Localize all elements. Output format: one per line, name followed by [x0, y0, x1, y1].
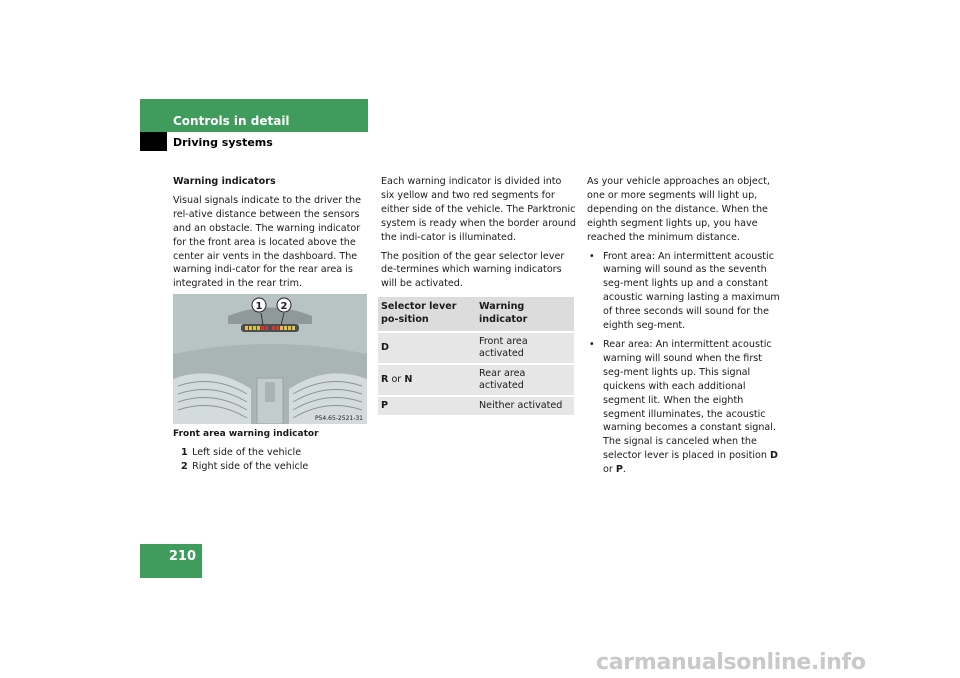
legend-item — [181, 446, 308, 460]
table-cell-position: R or N — [378, 365, 476, 395]
warning-indicators-heading: Warning indicators — [173, 176, 276, 187]
column-3 — [587, 175, 783, 482]
bullet-icon: • — [589, 338, 595, 350]
callout-2-label: 2 — [280, 301, 288, 312]
legend-number: 2 — [181, 461, 188, 472]
position-d: D — [770, 450, 778, 462]
table-cell-indicator: Neither activated — [476, 397, 574, 415]
list-item — [587, 250, 783, 333]
selector-table — [378, 295, 574, 417]
position-p: P — [615, 464, 623, 476]
front-area-text: Front area: An intermittent acoustic warning will sound as the seventh seg-ment lights up and a constant acoustic warning lasting a maximum of three seconds will sound for the eighth seg-ment. — [603, 250, 780, 332]
dashboard-photo — [173, 294, 367, 424]
acoustic-warning-list — [587, 250, 783, 478]
image-code: P54.65-2521-31 — [314, 415, 363, 422]
rear-area-text: Rear area: An intermittent acoustic warning will sound when the first seg-ment lights up. This signal quickens with each additional segment lit. When the eighth segment illuminates, the acoustic warning becomes a constant signal. The signal is canceled when the selector lever is placed in position — [603, 338, 777, 462]
table-header-row — [378, 297, 574, 331]
segments-paragraph: Each warning indicator is divided into six yellow and two red segments for either side of the vehicle. The Parktronic system is ready when the border around the indi-cator is illuminated. — [381, 176, 576, 243]
section-title: Controls in detail — [173, 114, 290, 128]
figure-caption: Front area warning indicator — [173, 429, 319, 439]
table-cell-position: P — [378, 397, 476, 415]
table-cell-indicator: Front area activated — [476, 333, 574, 363]
table-row — [378, 333, 574, 363]
callout-1-label: 1 — [255, 301, 263, 312]
page-number: 210 — [140, 544, 202, 578]
table-cell-indicator: Rear area activated — [476, 365, 574, 395]
table-row — [378, 397, 574, 415]
legend-item — [181, 460, 308, 474]
table-row — [378, 365, 574, 395]
legend-text: Right side of the vehicle — [192, 461, 309, 472]
legend-number: 1 — [181, 447, 188, 458]
table-cell-position: D — [378, 333, 476, 363]
table-header-position: Selector lever po-sition — [378, 297, 476, 331]
dashboard-illustration — [173, 294, 367, 424]
watermark: carmanualsonline.info — [596, 650, 866, 675]
subsection-title: Driving systems — [173, 136, 273, 149]
selector-paragraph: The position of the gear selector lever de-termines which warning indicators will be activated. — [381, 250, 565, 290]
legend-text: Left side of the vehicle — [192, 447, 302, 458]
column-1 — [173, 175, 373, 296]
column-2 — [381, 175, 577, 296]
end-period: . — [622, 464, 626, 476]
approach-paragraph: As your vehicle approaches an object, one or more segments will light up, depending on the distance. When the eighth segment lights up, you have reached the minimum distance. — [587, 176, 770, 243]
figure-legend — [181, 446, 308, 474]
header-marker — [140, 132, 167, 151]
warning-indicators-paragraph: Visual signals indicate to the driver the rel-ative distance between the sensors and an obstacle. The warning indicator for the front area is located above the center air vents in the dashboard. The warning indi-cator for the rear area is integrated in the rear trim. — [173, 194, 361, 290]
or-text: or — [603, 464, 616, 476]
table-header-indicator: Warning indicator — [476, 297, 574, 331]
bullet-icon: • — [589, 250, 595, 262]
list-item — [587, 338, 783, 477]
